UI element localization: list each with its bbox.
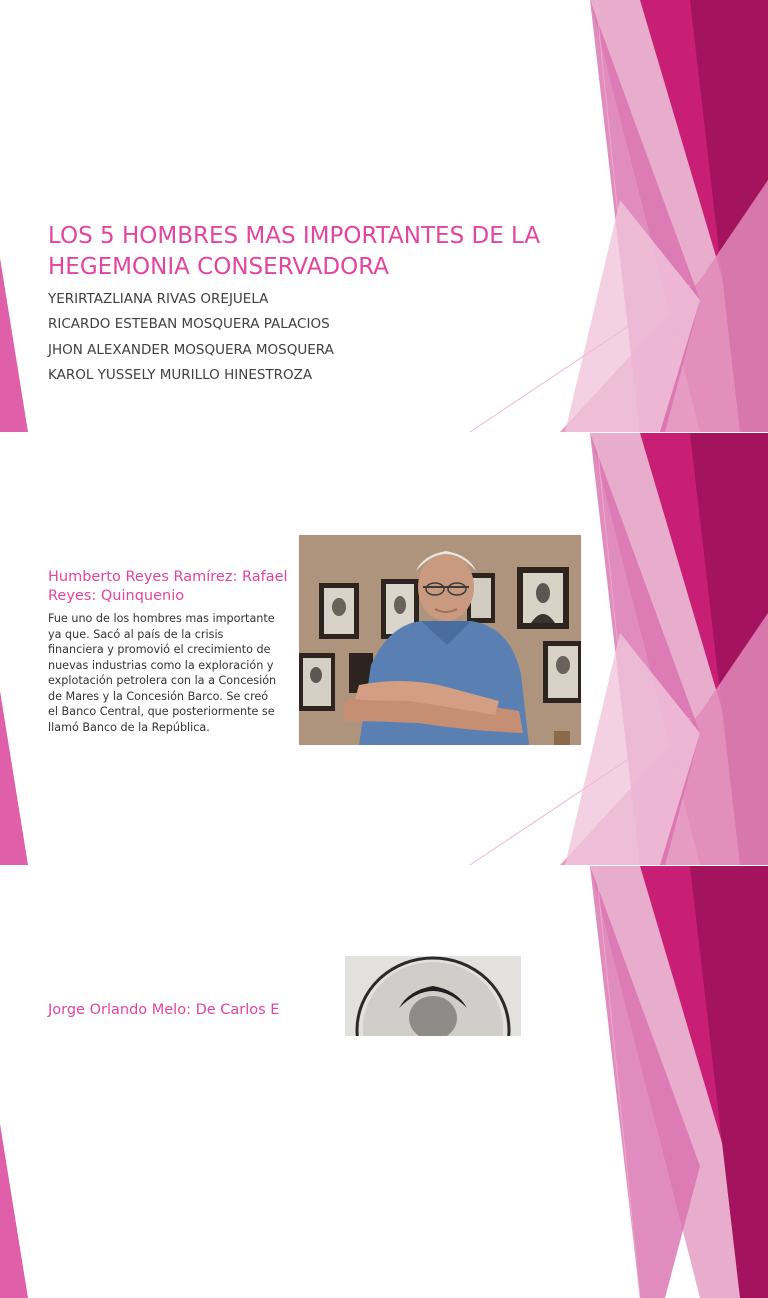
slide-heading: Humberto Reyes Ramírez: Rafael Reyes: Quinquenio — [48, 569, 288, 604]
author-name: YERIRTAZLIANA RIVAS OREJUELA — [48, 291, 269, 307]
presentation-title: LOS 5 HOMBRES MAS IMPORTANTES DE LA HEGEMONIA CONSERVADORA — [48, 223, 541, 280]
slide-third — [0, 866, 768, 1298]
slide-decoration — [0, 866, 768, 1298]
author-name: JHON ALEXANDER MOSQUERA MOSQUERA — [48, 341, 334, 358]
author-name: RICARDO ESTEBAN MOSQUERA PALACIOS — [48, 316, 330, 333]
portrait-photo — [299, 535, 581, 745]
portrait-photo — [345, 956, 521, 1036]
slide-rafael-reyes — [0, 433, 768, 865]
author-list — [48, 287, 334, 388]
author-name: KAROL YUSSELY MURILLO HINESTROZA — [48, 366, 313, 383]
slide-body-text: Fue uno de los hombres mas importante ya que. Sacó al país de la crisis financiera y promovió el crecimiento de nuevas industrias como la exploración y explotación petrolera con la a Concesión de Mares y la Concesión Barco. Se creó el Banco Central, que posteriormente se llamó Banco de la República. — [48, 612, 277, 734]
slide-title — [0, 0, 768, 432]
slide-heading: Jorge Orlando Melo: De Carlos E — [48, 1002, 280, 1018]
